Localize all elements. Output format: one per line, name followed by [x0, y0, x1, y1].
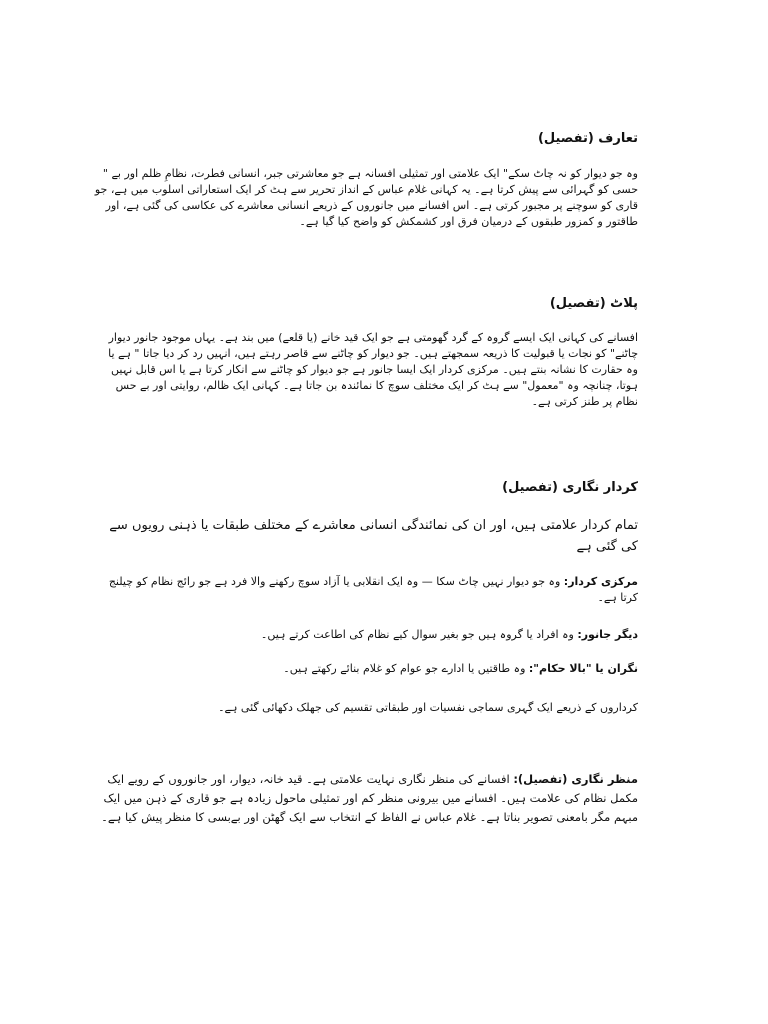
plot-heading: پلاٹ (تفصیل) [549, 296, 638, 311]
character-item-main [93, 574, 638, 606]
character-item-label: دیگر جانور: [577, 628, 638, 641]
character-item-label: مرکزی کردار: [563, 575, 638, 588]
scenery-heading: منظر نگاری (تفصیل): [513, 772, 638, 786]
characters-intro: تمام کردار علامتی ہیں، اور ان کی نمائندگی انسانی معاشرے کے مختلف طبقات یا ذہنی رویوں سے کی گئی ہے [109, 518, 638, 554]
character-item-text: وہ طاقتیں یا ادارے جو عوام کو غلام بنائے رکھتے ہیں۔ [283, 662, 529, 675]
character-item-label: نگران یا "بالا حکام": [528, 662, 638, 675]
character-item-text: وہ جو دیوار نہیں چاٹ سکا — وہ ایک انقلابی یا آزاد سوچ رکھنے والا فرد ہے جو رائج نظام کو چیلنج کرتا ہے۔ [108, 575, 638, 604]
plot-paragraph: افسانے کی کہانی ایک ایسے گروہ کے گرد گھومتی ہے جو ایک قید خانے (یا قلعے) میں بند ہے۔ یہاں موجود جانور دیوار چاٹنے" کو نجات یا قبولیت کا ذریعہ سمجھتے ہیں۔ جو دیوار کو چاٹنے سے قاصر رہتے ہیں، انہیں رد کر دیا جاتا " ہے یا وہ حقارت کا نشانہ بنتے ہیں۔ مرکزی کردار ایک ایسا جانور ہے جو دیوار کو چاٹنے سے انکار کرتا ہے یا اس قابل نہیں ہوتا، چنانچہ وہ "معمول" سے ہٹ کر ایک مختلف سوچ کا نمائندہ بن جاتا ہے۔ کہانی ایک ظالم، روایتی اور بے حس نظام پر طنز کرتی ہے۔ [108, 331, 638, 408]
scenery-text: افسانے کی منظر نگاری نہایت علامتی ہے۔ قید خانہ، دیوار، اور جانوروں کے رویے ایک مکمل نظام کی علامت ہیں۔ افسانے میں بیرونی منظر کم اور تمثیلی ماحول زیادہ ہے جو قاری کے ذہن میں ایک مبہم مگر بامعنی تصویر بناتا ہے۔ غلام عباس نے الفاظ کے انتخاب سے ایک گھٹن اور بےبسی کا منظر پیش کیا ہے۔ [101, 772, 638, 824]
intro-paragraph: وہ جو دیوار کو نہ چاٹ سکے" ایک علامتی اور تمثیلی افسانہ ہے جو معاشرتی جبر، انسانی فطرت، نظامِ ظلم اور بے " حسی کو گہرائی سے پیش کرتا ہے۔ یہ کہانی غلام عباس کے انداز تحریر سے ہٹ کر ایک استعاراتی اسلوب میں ہے، جو قاری کو سوچنے پر مجبور کرتی ہے۔ اس افسانے میں جانوروں کے ذریعے انسانی معاشرے کی عکاسی کی گئی ہے، اور طاقتور و کمزور طبقوں کے درمیان فرق اور کشمکش کو واضح کیا گیا ہے۔ [94, 167, 638, 228]
character-item-authorities [93, 661, 638, 677]
character-item-text: وہ افراد یا گروہ ہیں جو بغیر سوال کیے نظام کی اطاعت کرتے ہیں۔ [260, 628, 578, 641]
characters-heading: کردار نگاری (تفصیل) [502, 480, 638, 495]
intro-heading: تعارف (تفصیل) [537, 131, 638, 146]
character-item-others [93, 627, 638, 643]
scenery-paragraph [93, 770, 638, 827]
characters-closing: کرداروں کے ذریعے ایک گہری سماجی نفسیات اور طبقاتی تقسیم کی جھلک دکھائی گئی ہے۔ [218, 701, 638, 714]
